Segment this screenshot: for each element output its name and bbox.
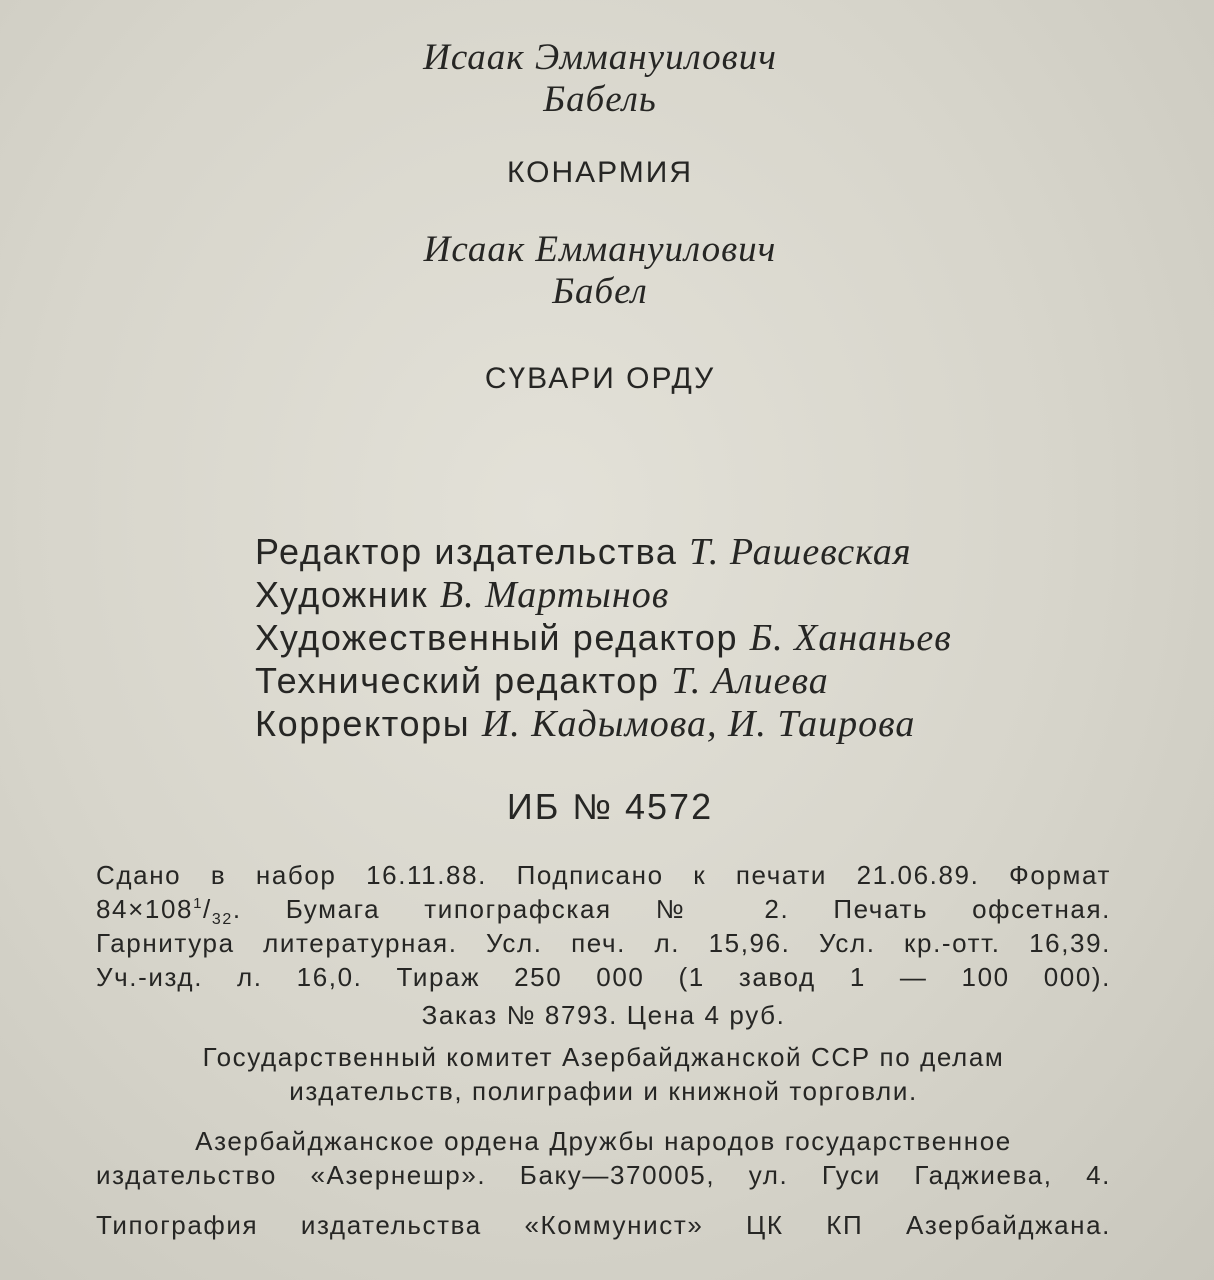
book-title-az: СҮВАРИ ОРДУ xyxy=(484,362,716,395)
credit-line xyxy=(255,616,952,660)
credit-name: Т. Алиева xyxy=(671,660,829,702)
credit-name: Т. Рашевская xyxy=(689,531,912,573)
author-first-name-az: Исаак Еммануилович xyxy=(423,229,777,270)
credit-role: Технический редактор xyxy=(255,660,660,701)
imprint-line-2: $84\times 108^1/_{32}$. Бумага типографская № 2. Печать офсетная. xyxy=(96,894,1111,929)
author-last-name-az: Бабел xyxy=(552,271,648,312)
imprint-line-3: Гарнитура литературная. Усл. печ. л. 15,96. Усл. кр.-отт. 16,39. xyxy=(96,928,1111,958)
committee-line-1: Государственный комитет Азербайджанской ССР по делам xyxy=(202,1042,1005,1072)
credit-line xyxy=(255,659,829,703)
credit-name: В. Мартынов xyxy=(439,574,670,616)
credit-name: И. Кадымова, И. Таирова xyxy=(481,703,916,745)
imprint-line-5: Заказ № 8793. Цена 4 руб. xyxy=(421,1000,786,1030)
credit-line xyxy=(255,573,669,617)
publisher-line-1: Азербайджанское ордена Дружбы народов государственное xyxy=(195,1126,1012,1156)
publisher-line-2: издательство «Азернешр». Баку—370005, ул. Гуси Гаджиева, 4. xyxy=(96,1160,1111,1190)
credit-line xyxy=(255,702,915,746)
credit-role: Художественный редактор xyxy=(255,617,739,658)
ib-number: ИБ № 4572 xyxy=(506,786,714,827)
credit-name: Б. Хананьев xyxy=(749,617,952,659)
printer-line: Типография издательства «Коммунист» ЦК КП Азербайджана. xyxy=(96,1210,1111,1240)
imprint-line-4: Уч.-изд. л. 16,0. Тираж 250 000 (1 завод 1 — 100 000). xyxy=(96,962,1111,992)
credit-line xyxy=(255,530,912,574)
book-title-ru: КОНАРМИЯ xyxy=(506,156,694,189)
author-first-name-ru: Исаак Эммануилович xyxy=(423,37,777,78)
credit-role: Корректоры xyxy=(255,703,471,744)
credit-role: Художник xyxy=(255,574,429,615)
imprint-line-1: Сдано в набор 16.11.88. Подписано к печати 21.06.89. Формат xyxy=(96,860,1111,890)
committee-line-2: издательств, полиграфии и книжной торговли. xyxy=(289,1076,918,1106)
credit-role: Редактор издательства xyxy=(255,531,678,572)
author-last-name-ru: Бабель xyxy=(543,79,657,120)
